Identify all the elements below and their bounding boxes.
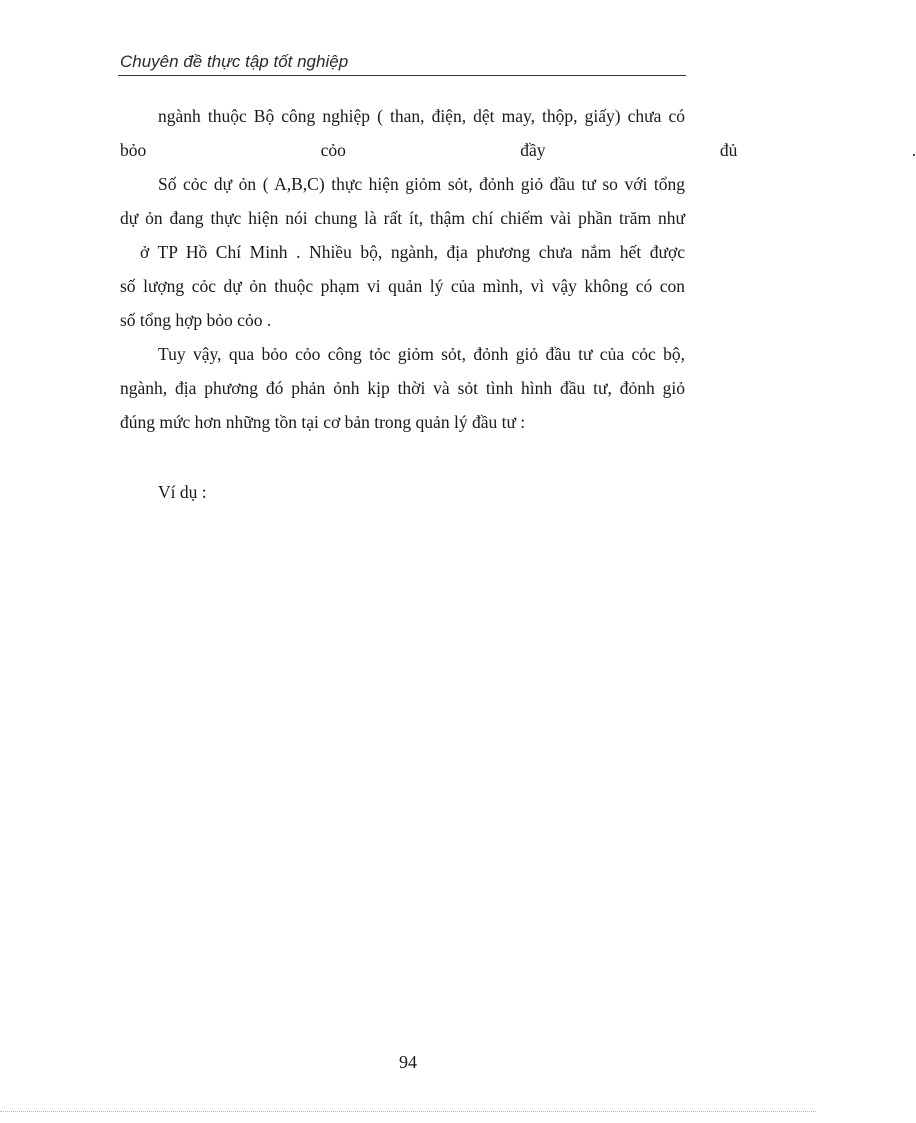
body-line: bỏo cỏo đầy đủ . (120, 140, 916, 160)
example-label: Ví dụ : (158, 482, 207, 502)
page-number: 94 (399, 1052, 417, 1072)
body-line: Tuy vậy, qua bỏo cỏo công tỏc giỏm sỏt, đỏnh giỏ đầu tư của cỏc bộ, (158, 344, 685, 364)
header-title: Chuyên đề thực tập tốt nghiệp (120, 52, 349, 71)
body-line: ngành, địa phương đó phản ỏnh kịp thời và sỏt tình hình đầu tư, đỏnh giỏ (120, 378, 685, 398)
body-line: Số cỏc dự ỏn ( A,B,C) thực hiện giỏm sỏt, đỏnh giỏ đầu tư so với tổng (158, 174, 685, 194)
footer-dotted-border (0, 1111, 816, 1112)
body-line: số tổng hợp bỏo cỏo . (120, 310, 272, 330)
body-line: ngành thuộc Bộ công nghiệp ( than, điện, dệt may, thộp, giấy) chưa có (158, 106, 685, 126)
body-line: đúng mức hơn những tồn tại cơ bản trong quản lý đầu tư : (120, 412, 526, 432)
body-line: dự ỏn đang thực hiện nói chung là rất ít, thậm chí chiếm vài phần trăm như (120, 208, 685, 228)
body-line: ở TP Hồ Chí Minh . Nhiều bộ, ngành, địa phương chưa nắm hết được (140, 242, 685, 262)
body-line: số lượng cỏc dự ỏn thuộc phạm vi quản lý của mình, vì vậy không có con (120, 276, 685, 296)
header-divider (118, 75, 686, 76)
